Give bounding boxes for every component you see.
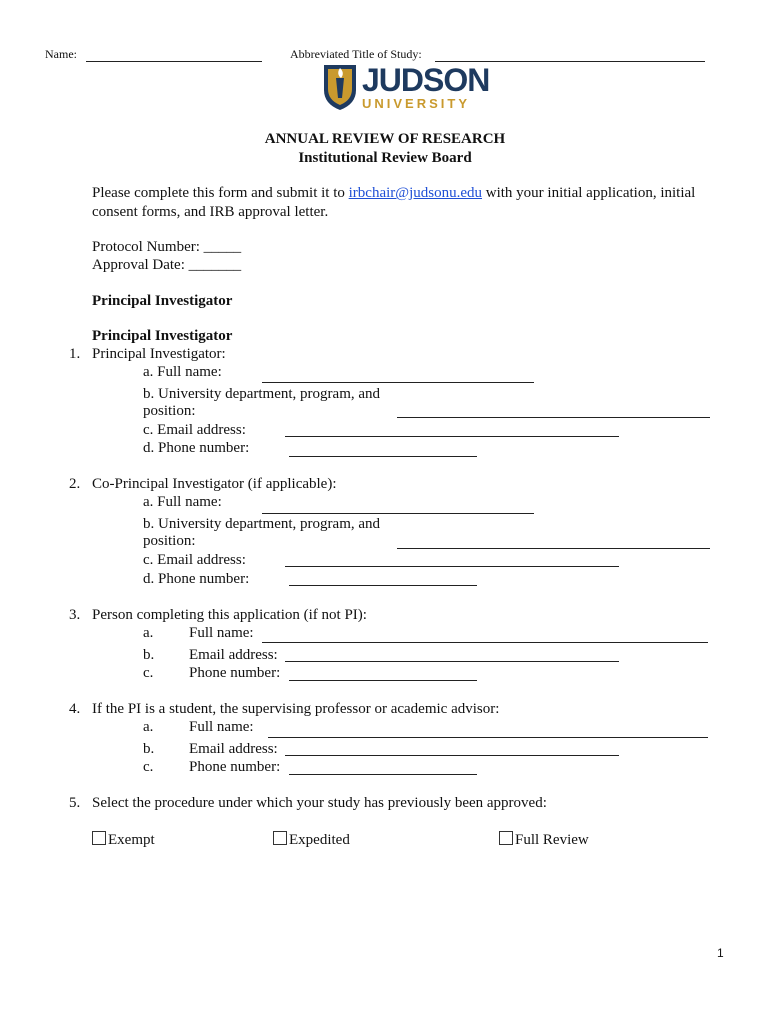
- pi-heading: Principal Investigator: [92, 293, 233, 309]
- section2-title: Co-Principal Investigator (if applicable):: [92, 476, 337, 492]
- section2-phone-field[interactable]: [289, 585, 477, 586]
- section1-phone-field[interactable]: [289, 456, 477, 457]
- section3-b-letter: b.: [143, 647, 155, 663]
- section2-full-name-field[interactable]: [262, 513, 534, 514]
- section3-full-name-field[interactable]: [262, 642, 708, 643]
- document-title: ANNUAL REVIEW OF RESEARCH: [264, 131, 506, 147]
- section1-email-label: c. Email address:: [143, 422, 246, 438]
- full-review-checkbox[interactable]: [499, 831, 513, 845]
- section4-c-letter: c.: [143, 759, 154, 775]
- section3-a-letter: a.: [143, 625, 154, 641]
- option-full-review-label: Full Review: [515, 832, 589, 848]
- option-full-review[interactable]: [499, 831, 589, 849]
- section4-number: 4.: [69, 701, 81, 717]
- section2-department-field[interactable]: [397, 548, 710, 549]
- document-subtitle: Institutional Review Board: [298, 150, 472, 166]
- section3-email-label: Email address:: [189, 647, 278, 663]
- logo-subtitle: UNIVERSITY: [362, 96, 471, 111]
- section4-a-letter: a.: [143, 719, 154, 735]
- section1-position-label: position:: [143, 403, 196, 419]
- intro-line-2: consent forms, and IRB approval letter.: [92, 204, 329, 220]
- section5-title: Select the procedure under which your study has previously been approved:: [92, 795, 547, 811]
- study-title-label: Abbreviated Title of Study:: [290, 47, 422, 61]
- section3-title: Person completing this application (if not PI):: [92, 607, 367, 623]
- name-label: Name:: [45, 47, 77, 61]
- section2-position-label: position:: [143, 533, 196, 549]
- section4-email-label: Email address:: [189, 741, 278, 757]
- section3-phone-label: Phone number:: [189, 665, 281, 681]
- section1-email-field[interactable]: [285, 436, 619, 437]
- section1-department-field[interactable]: [397, 417, 710, 418]
- section4-full-name-label: Full name:: [189, 719, 254, 735]
- approval-date: Approval Date: _______: [92, 257, 242, 273]
- section5-number: 5.: [69, 795, 81, 811]
- section4-title: If the PI is a student, the supervising professor or academic advisor:: [92, 701, 500, 717]
- section4-b-letter: b.: [143, 741, 155, 757]
- section3-c-letter: c.: [143, 665, 154, 681]
- section2-full-name-label: a. Full name:: [143, 494, 222, 510]
- pi-heading-repeat: Principal Investigator: [92, 328, 233, 344]
- intro-line-1: Please complete this form and submit it to irbchair@judsonu.edu with your initial application, initial: [92, 185, 696, 201]
- exempt-checkbox[interactable]: [92, 831, 106, 845]
- option-expedited[interactable]: [273, 831, 350, 849]
- section4-phone-field[interactable]: [289, 774, 477, 775]
- section4-full-name-field[interactable]: [268, 737, 708, 738]
- section3-number: 3.: [69, 607, 81, 623]
- irb-email-link[interactable]: irbchair@judsonu.edu: [348, 185, 483, 201]
- option-exempt-label: Exempt: [108, 832, 155, 848]
- section2-number: 2.: [69, 476, 81, 492]
- name-field[interactable]: [86, 61, 262, 62]
- university-shield-logo: [322, 62, 358, 112]
- page-number: 1: [717, 946, 724, 960]
- logo-wordmark: JUDSON: [362, 62, 490, 98]
- section3-full-name-label: Full name:: [189, 625, 254, 641]
- section1-full-name-label: a. Full name:: [143, 364, 222, 380]
- protocol-number: Protocol Number: _____: [92, 239, 242, 255]
- section1-full-name-field[interactable]: [262, 382, 534, 383]
- section2-phone-label: d. Phone number:: [143, 571, 250, 587]
- section4-email-field[interactable]: [285, 755, 619, 756]
- section3-email-field[interactable]: [285, 661, 619, 662]
- section3-phone-field[interactable]: [289, 680, 477, 681]
- section1-department-label: b. University department, program, and: [143, 386, 381, 402]
- section4-phone-label: Phone number:: [189, 759, 281, 775]
- section1-phone-label: d. Phone number:: [143, 440, 250, 456]
- section1-number: 1.: [69, 346, 81, 362]
- section2-email-field[interactable]: [285, 566, 619, 567]
- section2-email-label: c. Email address:: [143, 552, 246, 568]
- section1-title: Principal Investigator:: [92, 346, 226, 362]
- expedited-checkbox[interactable]: [273, 831, 287, 845]
- option-exempt[interactable]: [92, 831, 155, 849]
- option-expedited-label: Expedited: [289, 832, 350, 848]
- section2-department-label: b. University department, program, and: [143, 516, 381, 532]
